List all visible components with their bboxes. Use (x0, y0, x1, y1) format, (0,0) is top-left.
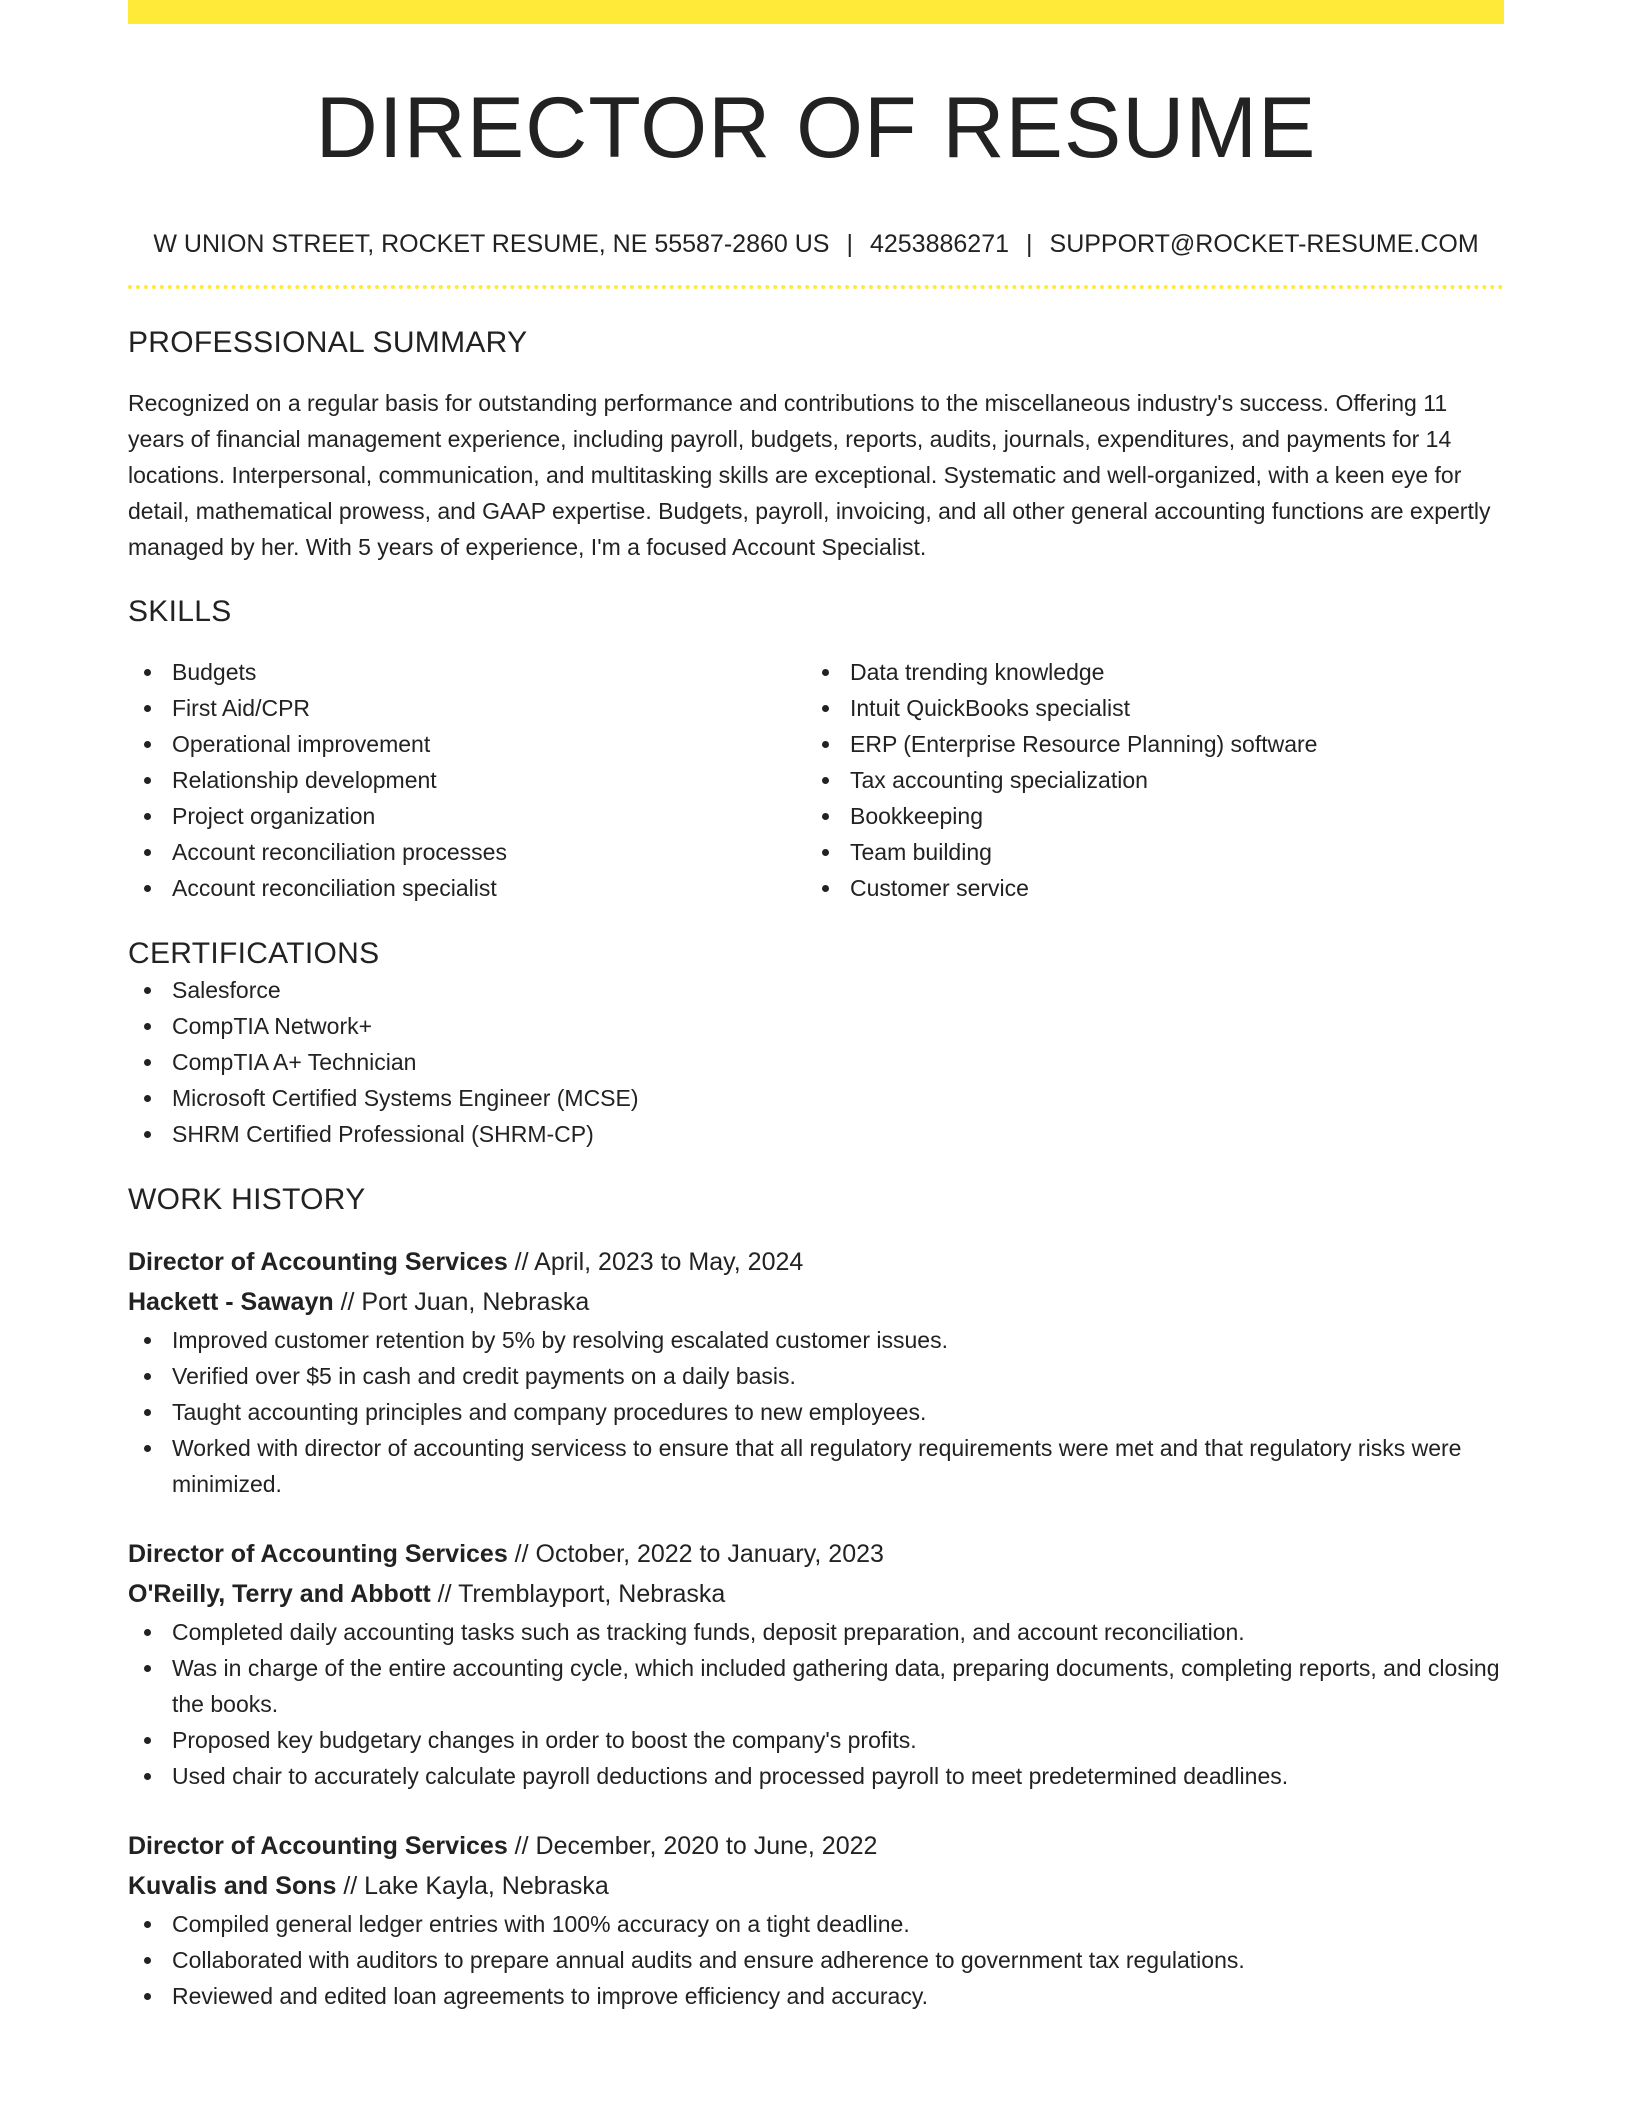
section-heading-skills: SKILLS (128, 595, 232, 628)
job-location: // Tremblayport, Nebraska (430, 1580, 726, 1608)
certifications-list (128, 972, 1504, 1152)
certification-item: CompTIA Network+ (128, 1008, 1504, 1044)
job-entry (128, 1826, 1504, 2014)
job-title: Director of Accounting Services (128, 1248, 508, 1276)
job-bullet: Improved customer retention by 5% by resolving escalated customer issues. (128, 1322, 1504, 1358)
skill-item: Customer service (806, 870, 1484, 906)
job-location: // Lake Kayla, Nebraska (336, 1872, 609, 1900)
contact-address: W UNION STREET, ROCKET RESUME, NE 55587-2860 US (153, 230, 830, 258)
job-bullet: Verified over $5 in cash and credit payments on a daily basis. (128, 1358, 1504, 1394)
job-company: O'Reilly, Terry and Abbott (128, 1580, 431, 1608)
job-company-line (128, 1574, 1504, 1614)
section-heading-certifications: CERTIFICATIONS (128, 937, 380, 970)
skill-item: Account reconciliation specialist (128, 870, 806, 906)
job-location: // Port Juan, Nebraska (333, 1288, 590, 1316)
certification-item: SHRM Certified Professional (SHRM-CP) (128, 1116, 1504, 1152)
resume-page (128, 0, 1504, 2014)
skills-list-left (128, 654, 806, 906)
job-title: Director of Accounting Services (128, 1832, 508, 1860)
skills-section (128, 594, 1504, 906)
job-bullet: Taught accounting principles and company procedures to new employees. (128, 1394, 1504, 1430)
job-entry (128, 1242, 1504, 1502)
job-bullet: Used chair to accurately calculate payroll deductions and processed payroll to meet predetermined deadlines. (128, 1758, 1504, 1794)
skill-item: Tax accounting specialization (806, 762, 1484, 798)
section-heading-work-history: WORK HISTORY (128, 1183, 366, 1216)
accent-top-bar (128, 0, 1504, 24)
skill-item: Bookkeeping (806, 798, 1484, 834)
job-title-line (128, 1242, 1504, 1282)
job-company-line (128, 1282, 1504, 1322)
job-bullet: Completed daily accounting tasks such as tracking funds, deposit preparation, and account reconciliation. (128, 1614, 1504, 1650)
work-history-section (128, 1182, 1504, 2014)
job-title: Director of Accounting Services (128, 1540, 508, 1568)
job-company: Kuvalis and Sons (128, 1872, 337, 1900)
skill-item: Data trending knowledge (806, 654, 1484, 690)
job-bullets (128, 1322, 1504, 1502)
dotted-divider (128, 285, 1504, 289)
job-company-line (128, 1866, 1504, 1906)
job-bullet: Worked with director of accounting servicess to ensure that all regulatory requirements were met and that regulatory risks were minimized. (128, 1430, 1504, 1502)
job-dates: // December, 2020 to June, 2022 (507, 1832, 878, 1860)
job-dates: // April, 2023 to May, 2024 (507, 1248, 804, 1276)
job-bullet: Reviewed and edited loan agreements to improve efficiency and accuracy. (128, 1978, 1504, 2014)
contact-separator: | (1026, 230, 1033, 258)
contact-line (128, 229, 1504, 259)
resume-name: DIRECTOR OF RESUME (315, 80, 1317, 176)
contact-phone: 4253886271 (869, 230, 1010, 258)
skill-item: Relationship development (128, 762, 806, 798)
job-bullet: Proposed key budgetary changes in order to boost the company's profits. (128, 1722, 1504, 1758)
contact-separator: | (846, 230, 853, 258)
job-entry (128, 1534, 1504, 1794)
certifications-section (128, 936, 1504, 1152)
certification-item: Salesforce (128, 972, 1504, 1008)
job-bullets (128, 1614, 1504, 1794)
skill-item: First Aid/CPR (128, 690, 806, 726)
certification-item: Microsoft Certified Systems Engineer (MCSE) (128, 1080, 1504, 1116)
skill-item: Project organization (128, 798, 806, 834)
job-company: Hackett - Sawayn (128, 1288, 334, 1316)
job-title-line (128, 1826, 1504, 1866)
job-bullet: Was in charge of the entire accounting cycle, which included gathering data, preparing documents, completing reports, and closing the books. (128, 1650, 1504, 1722)
skill-item: Team building (806, 834, 1484, 870)
skills-list-right (806, 654, 1484, 906)
summary-text: Recognized on a regular basis for outstanding performance and contributions to the miscellaneous industry's success. Offering 11 years of financial management experience, including payroll, budgets, reports, audits, journals, expenditures, and payments for 14 locations. Interpersonal, communication, and multitasking skills are exceptional. Systematic and well-organized, with a keen eye for detail, mathematical prowess, and GAAP expertise. Budgets, payroll, invoicing, and all other general accounting functions are expertly managed by her. With 5 years of experience, I'm a focused Account Specialist. (128, 390, 1491, 560)
job-bullet: Collaborated with auditors to prepare annual audits and ensure adherence to government tax regulations. (128, 1942, 1504, 1978)
certification-item: CompTIA A+ Technician (128, 1044, 1504, 1080)
contact-email: SUPPORT@ROCKET-RESUME.COM (1049, 230, 1479, 258)
section-heading-summary: PROFESSIONAL SUMMARY (128, 326, 528, 359)
skill-item: Budgets (128, 654, 806, 690)
skill-item: Operational improvement (128, 726, 806, 762)
professional-summary-section (128, 325, 1504, 565)
skill-item: Intuit QuickBooks specialist (806, 690, 1484, 726)
job-dates: // October, 2022 to January, 2023 (507, 1540, 884, 1568)
skill-item: Account reconciliation processes (128, 834, 806, 870)
job-title-line (128, 1534, 1504, 1574)
job-bullets (128, 1906, 1504, 2014)
job-bullet: Compiled general ledger entries with 100% accuracy on a tight deadline. (128, 1906, 1504, 1942)
skill-item: ERP (Enterprise Resource Planning) software (806, 726, 1484, 762)
skills-grid (128, 654, 1504, 906)
